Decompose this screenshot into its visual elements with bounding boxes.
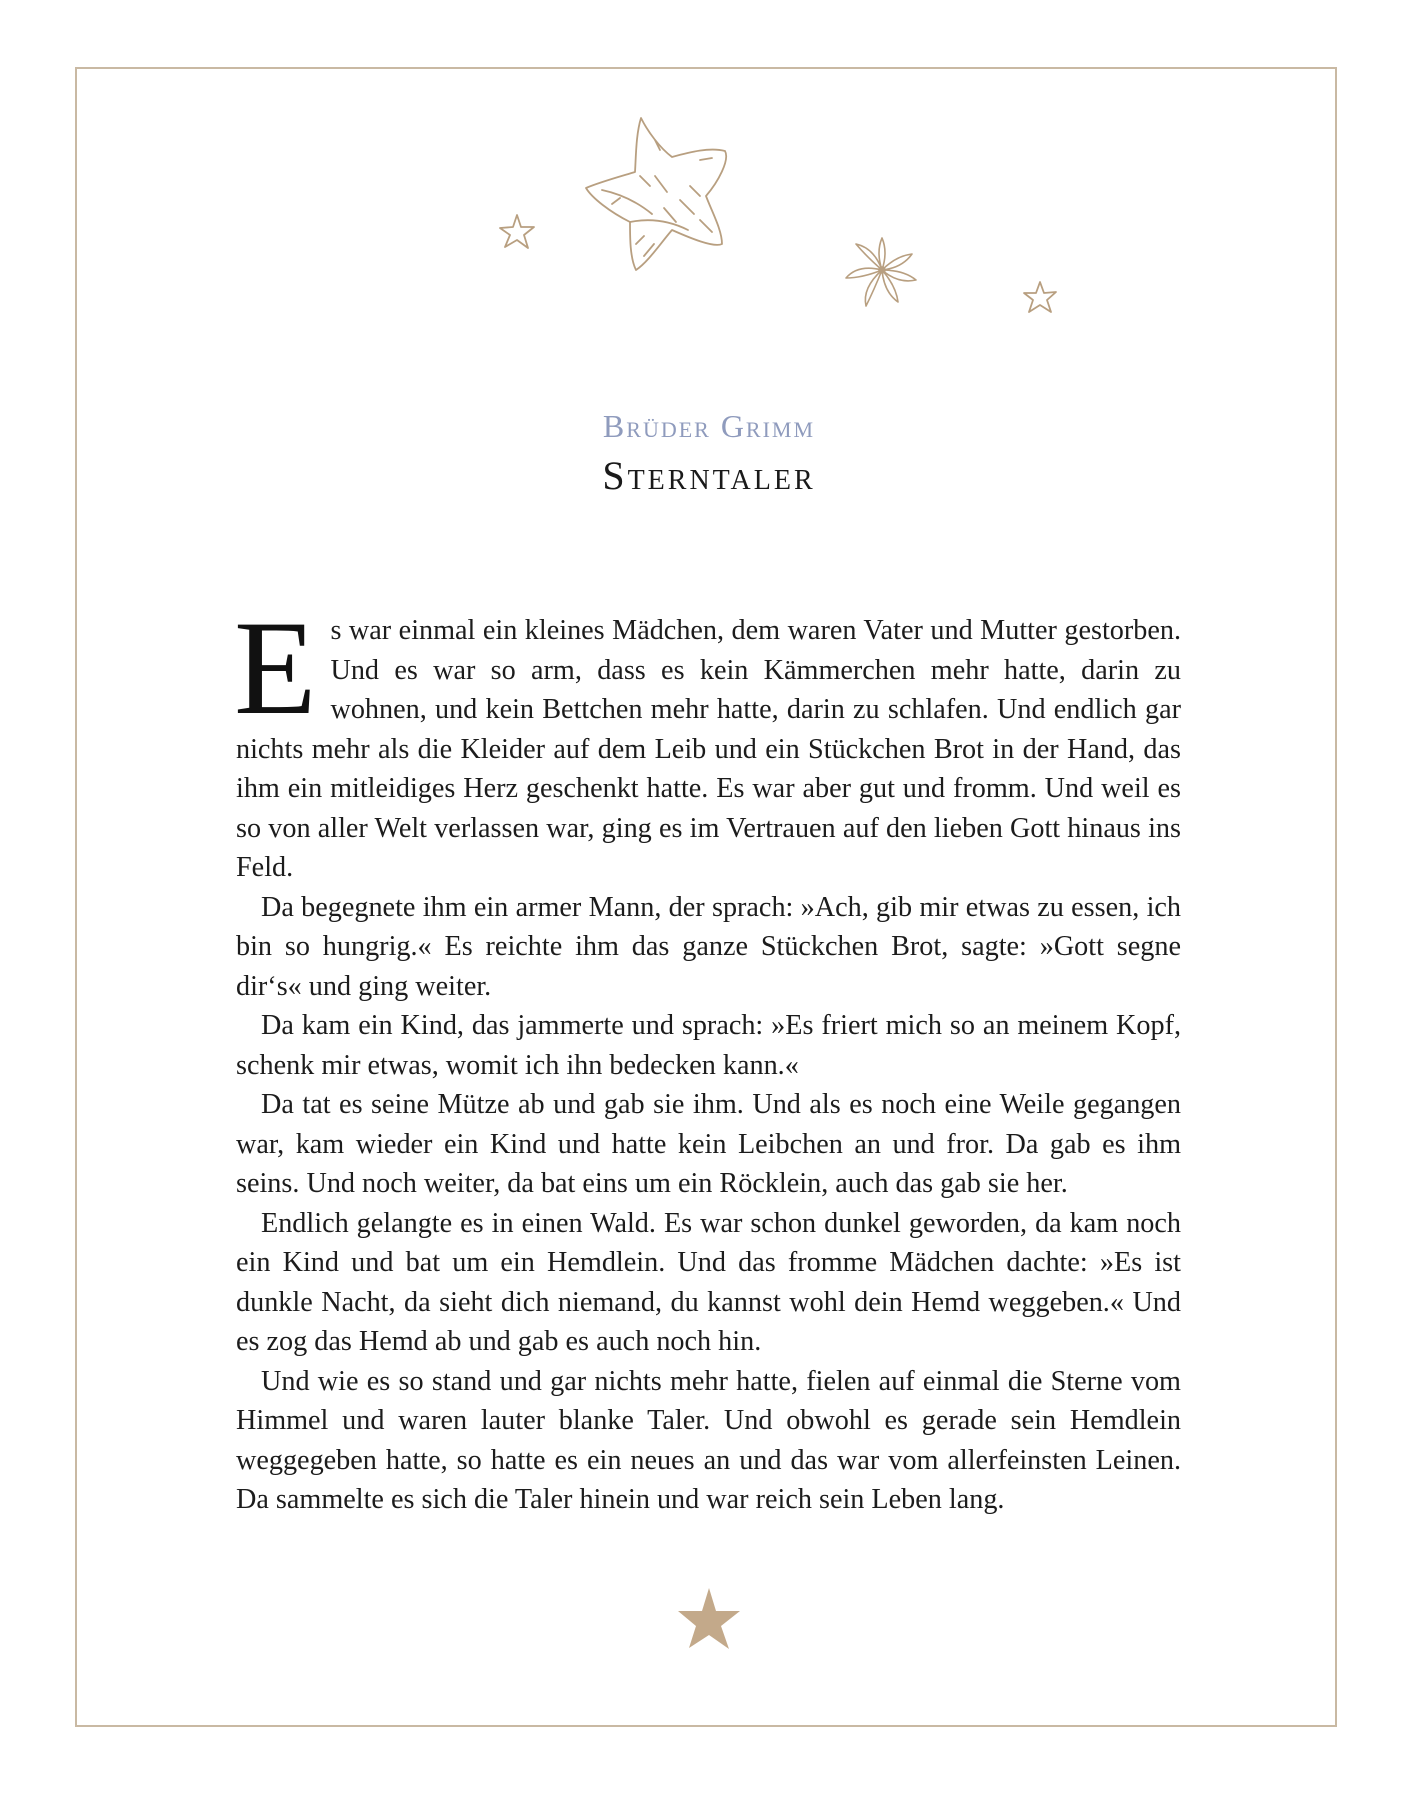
paragraph-2: Da begegnete ihm ein armer Mann, der sprach: »Ach, gib mir etwas zu essen, ich bin so hungrig.« Es reichte ihm das ganze Stückchen Brot, sagte: »Gott segne dir‘s« und ging weiter. (236, 891, 1181, 1002)
paragraph-4: Da tat es seine Mütze ab und gab sie ihm. Und als es noch eine Weile gegangen war, kam wieder ein Kind und hatte kein Leibchen an und fror. Da gab es ihm seins. Und noch weiter, da bat eins um ein Röcklein, auch das gab sie her. (236, 1089, 1181, 1199)
paragraph-6: Und wie es so stand und gar nichts mehr hatte, fielen auf einmal die Sterne vom Himmel und waren lauter blanke Taler. Und obwohl es gerade sein Hemdlein weggegeben hatte, so hatte es ein neues an und das war vom allerfeinsten Leinen. Da sammelte es sich die Taler hinein und war reich sein Leben lang. (236, 1365, 1181, 1515)
paragraph-1-text: s war einmal ein kleines Mädchen, dem waren Vater und Mutter gestorben. Und es war so arm, dass es kein Kämmerchen mehr hatte, darin zu wohnen, und kein Bettchen mehr hatte, darin zu schlafen. Und endlich gar nichts mehr als die Kleider auf dem Leib und ein Stückchen Brot in der Hand, das ihm ein mitleidiges Herz geschenkt hatte. Es war aber gut und fromm. Und weil es so von aller Welt verlassen war, ging es im Vertrauen auf den lieben Gott hinaus ins Feld. (236, 615, 1181, 883)
author-name: Brüder Grimm (602, 408, 816, 444)
story-text (234, 594, 1181, 1520)
paragraph-1 (234, 594, 1181, 888)
paragraph-3: Da kam ein Kind, das jammerte und sprach: »Es friert mich so an meinem Kopf, schenk mir etwas, womit ich ihn bedecken kann.« (236, 1010, 1181, 1081)
paragraph-5: Endlich gelangte es in einen Wald. Es war schon dunkel geworden, da kam noch ein Kind und bat um ein Hemdlein. Und das fromme Mädchen dachte: »Es ist dunkle Nacht, da sieht dich niemand, du kannst wohl dein Hemd weggeben.« Und es zog das Hemd ab und gab es auch noch hin. (236, 1207, 1181, 1357)
story-title: Sterntaler (602, 453, 816, 498)
drop-cap: E (234, 594, 317, 743)
